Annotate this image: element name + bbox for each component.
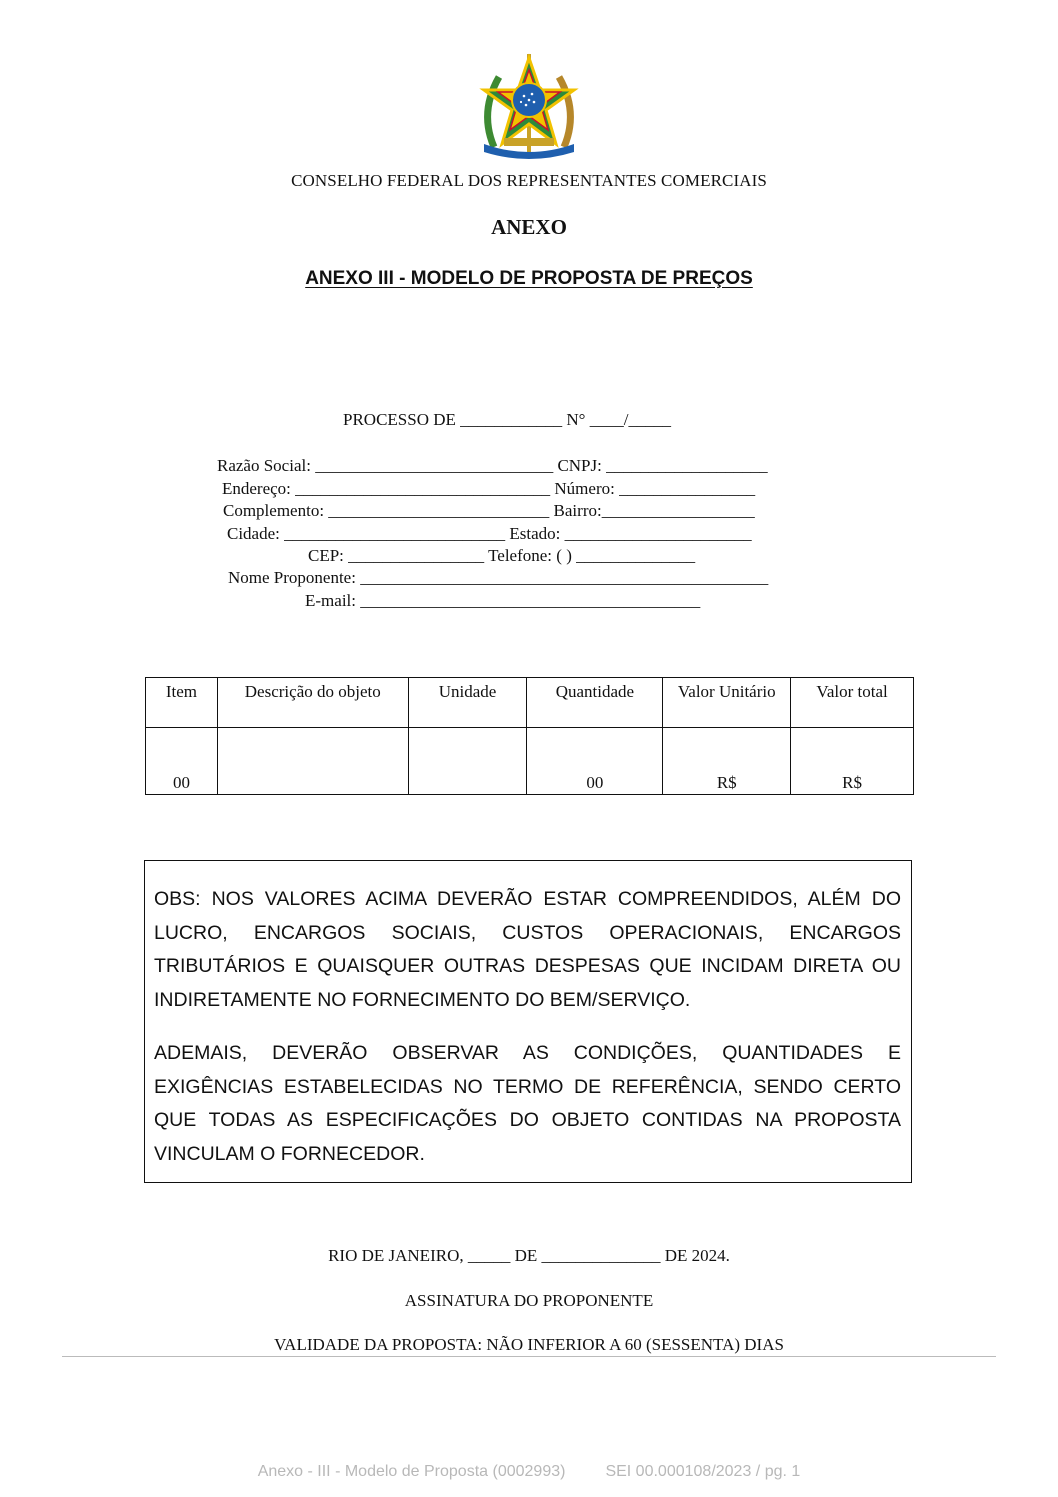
organization-name: CONSELHO FEDERAL DOS REPRESENTANTES COMERCIAIS — [291, 171, 767, 190]
complemento-line: Complemento: __________________________ Bairro:__________________ — [223, 501, 755, 520]
document-subtitle — [0, 268, 1058, 290]
observation-box — [144, 860, 912, 1183]
table-header-row — [146, 678, 914, 728]
header-unidade: Unidade — [408, 678, 527, 728]
header-valor-unitario: Valor Unitário — [663, 678, 791, 728]
cell-descricao — [217, 728, 408, 795]
sei-reference: Anexo - III - Modelo de Proposta (0002993) SEI 00.000108/2023 / pg. 1 — [257, 1463, 801, 1480]
subtitle-text: ANEXO III - MODELO DE PROPOSTA DE PREÇOS — [305, 268, 753, 289]
footer-divider — [62, 1356, 996, 1357]
observation-paragraph-1: OBS: NOS VALORES ACIMA DEVERÃO ESTAR COMPREENDIDOS, ALÉM DO LUCRO, ENCARGOS SOCIAIS, CUSTOS OPERACIONAIS, ENCARGOS TRIBUTÁRIOS E QUAISQUER OUTRAS DESPESAS QUE INCIDAM DIRETA OU INDIRETAMENTE NO FORNECIMENTO DO BEM/SERVIÇO. — [154, 888, 901, 1011]
coat-of-arms-emblem — [474, 52, 584, 164]
place-date-line: RIO DE JANEIRO, _____ DE ______________ DE 2024. — [328, 1246, 730, 1265]
nome-proponente-line: Nome Proponente: ________________________________________________ — [228, 568, 769, 587]
cell-valor-unitario: R$ — [663, 728, 791, 795]
price-table — [145, 677, 914, 795]
signature-label: ASSINATURA DO PROPONENTE — [404, 1291, 654, 1310]
cell-item: 00 — [146, 728, 218, 795]
cep-line: CEP: ________________ Telefone: ( ) ______________ — [308, 546, 696, 565]
header-valor-total: Valor total — [791, 678, 914, 728]
cidade-line: Cidade: __________________________ Estado: ______________________ — [227, 524, 752, 543]
razao-social-line: Razão Social: ____________________________ CNPJ: ___________________ — [217, 456, 768, 475]
header-item: Item — [146, 678, 218, 728]
observation-paragraph-2: ADEMAIS, DEVERÃO OBSERVAR AS CONDIÇÕES, QUANTIDADES E EXIGÊNCIAS ESTABELECIDAS NO TERMO DE REFERÊNCIA, SENDO CERTO QUE TODAS AS ESPECIFICAÇÕES DO OBJETO CONTIDAS NA PROPOSTA VINCULAM O FORNECEDOR. — [154, 1042, 901, 1165]
table-row — [146, 728, 914, 795]
header-quantidade: Quantidade — [527, 678, 663, 728]
processo-line: PROCESSO DE ____________ N° ____/_____ — [343, 410, 671, 429]
cell-unidade — [408, 728, 527, 795]
validity-note: VALIDADE DA PROPOSTA: NÃO INFERIOR A 60 (SESSENTA) DIAS — [274, 1335, 784, 1354]
endereco-line: Endereço: ______________________________ Número: ________________ — [222, 479, 756, 498]
email-line: E-mail: ________________________________________ — [305, 591, 701, 610]
cell-valor-total: R$ — [791, 728, 914, 795]
document-type: ANEXO — [491, 215, 567, 239]
header-descricao: Descrição do objeto — [217, 678, 408, 728]
cell-quantidade: 00 — [527, 728, 663, 795]
